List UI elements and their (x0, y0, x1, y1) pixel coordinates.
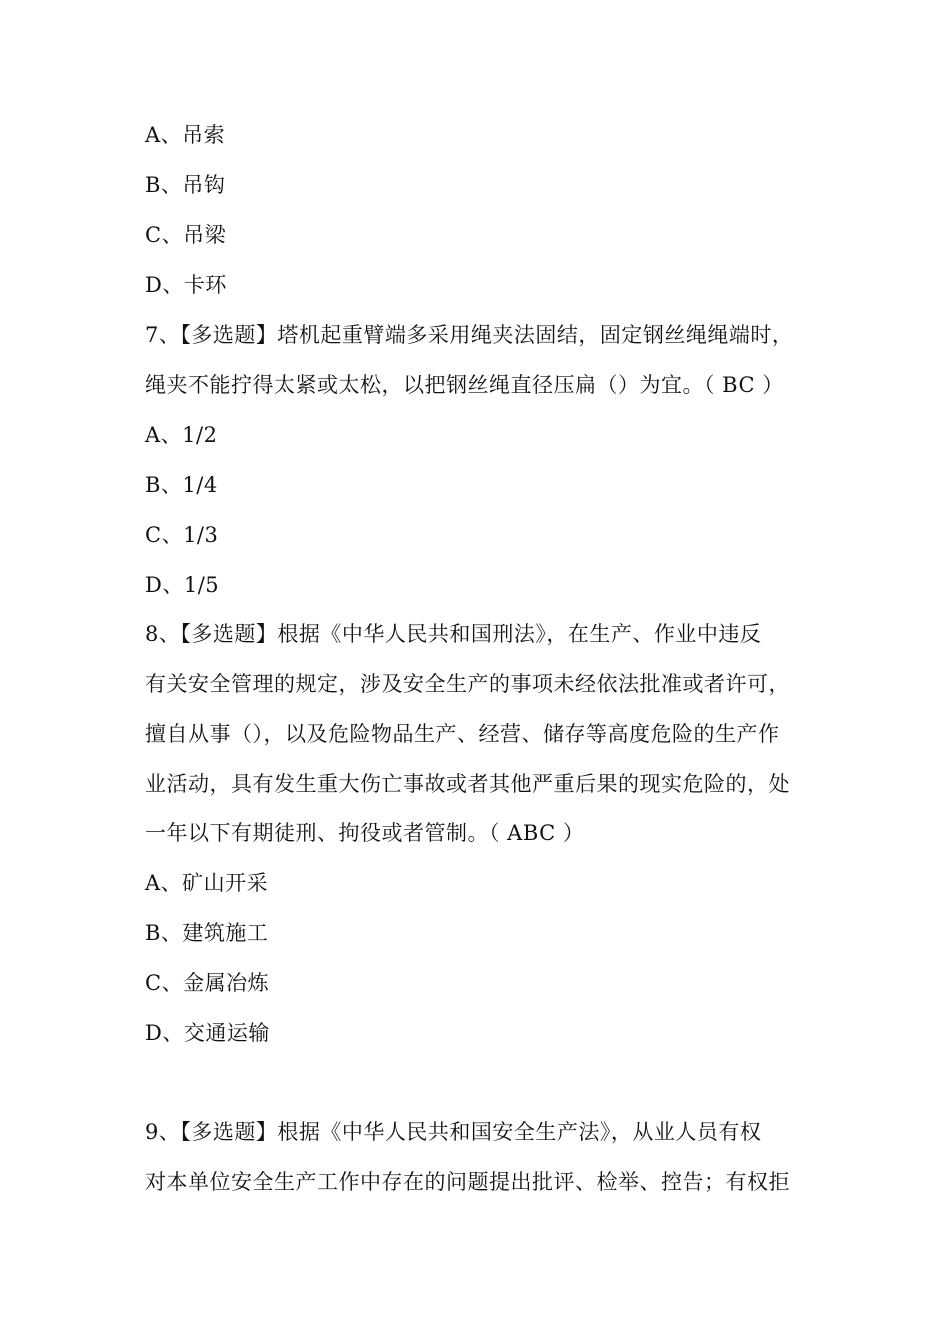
q7-option-b: B、1/4 (145, 473, 218, 497)
q6-option-b: B、吊钩 (145, 173, 226, 197)
q9-stem-line-2: 对本单位安全生产工作中存在的问题提出批评、检举、控告；有权拒 (145, 1170, 790, 1194)
q6-option-a: A、吊索 (145, 123, 226, 147)
q8-option-a: A、矿山开采 (145, 871, 269, 895)
q8-stem-line-1: 8、【多选题】根据《中华人民共和国刑法》，在生产、作业中违反 (145, 622, 762, 646)
q8-stem-line-4: 业活动，具有发生重大伤亡事故或者其他严重后果的现实危险的，处 (145, 772, 790, 796)
q7-option-a: A、1/2 (145, 423, 218, 447)
q8-stem-line-3: 擅自从事（），以及危险物品生产、经营、储存等高度危险的生产作 (145, 722, 780, 746)
q6-option-d: D、卡环 (145, 273, 227, 297)
q8-stem-line-5: 一年以下有期徒刑、拘役或者管制。（ ABC ） (145, 821, 585, 845)
q7-option-d: D、1/5 (145, 573, 220, 597)
q8-option-b: B、建筑施工 (145, 921, 269, 945)
q7-option-c: C、1/3 (145, 523, 219, 547)
q7-stem-line-2: 绳夹不能拧得太紧或太松，以把钢丝绳直径压扁（）为宜。（ BC ） (145, 373, 784, 397)
q7-stem-line-1: 7、【多选题】塔机起重臂端多采用绳夹法固结，固定钢丝绳绳端时， (145, 323, 794, 347)
q9-stem-line-1: 9、【多选题】根据《中华人民共和国安全生产法》，从业人员有权 (145, 1120, 762, 1144)
q8-option-c: C、金属冶炼 (145, 971, 270, 995)
q8-stem-line-2: 有关安全管理的规定，涉及安全生产的事项未经依法批准或者许可， (145, 672, 790, 696)
q8-option-d: D、交通运输 (145, 1021, 270, 1045)
q6-option-c: C、吊梁 (145, 223, 227, 247)
